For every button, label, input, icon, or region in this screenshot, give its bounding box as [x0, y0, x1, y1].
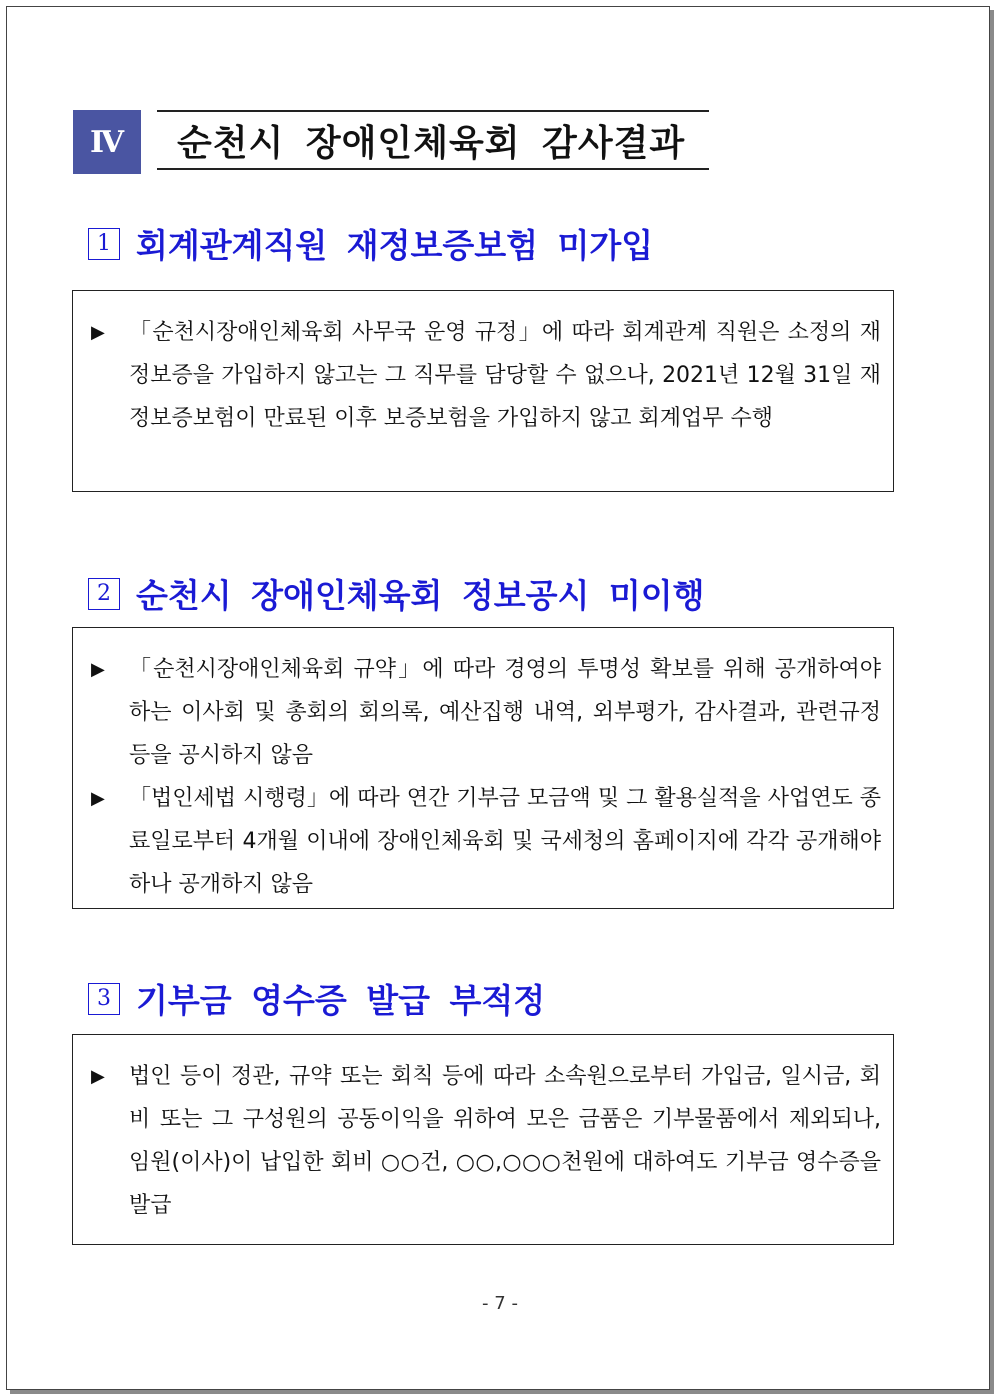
bullet-text: 「순천시장애인체육회 사무국 운영 규정」에 따라 회계관계 직원은 소정의 재정보증을 가입하지 않고는 그 직무를 담당할 수 없으나, 2021년 12월 31일 재정보증보험이 만료된 이후 보증보험을 가입하지 않고 회계업무 수행 [129, 320, 881, 431]
section-box-3 [72, 1034, 894, 1245]
bullet-text: 「법인세법 시행령」에 따라 연간 기부금 모금액 및 그 활용실적을 사업연도 종료일로부터 4개월 이내에 장애인체육회 및 국세청의 홈페이지에 각각 공개해야 하나 공개하지 않음 [129, 786, 881, 897]
section-box-1 [72, 290, 894, 492]
section-heading-3 [88, 975, 545, 1022]
chapter-header [73, 110, 709, 174]
section-number-2: 2 [88, 578, 120, 610]
chapter-title: 순천시 장애인체육회 감사결과 [157, 110, 709, 170]
chapter-number: Ⅳ [73, 110, 141, 174]
section-box-2 [72, 627, 894, 909]
section-heading-1 [88, 220, 653, 267]
triangle-bullet-icon: ▶ [91, 659, 105, 680]
bullet-text: 법인 등이 정관, 규약 또는 회칙 등에 따라 소속원으로부터 가입금, 일시금, 회비 또는 그 구성원의 공동이익을 위하여 모은 금품은 기부물품에서 제외되나, 임원(이사)이 납입한 회비 ○○건, ○○,○○○천원에 대하여도 기부금 영수증을 발급 [129, 1064, 881, 1218]
section-title-3: 기부금 영수증 발급 부적정 [136, 981, 546, 1020]
bullet-item [91, 777, 881, 906]
section-title-1: 회계관계직원 재정보증보험 미가입 [136, 226, 654, 265]
bullet-item [91, 648, 881, 777]
bullet-text: 「순천시장애인체육회 규약」에 따라 경영의 투명성 확보를 위해 공개하여야 하는 이사회 및 총회의 회의록, 예산집행 내역, 외부평가, 감사결과, 관련규정 등을 공시하지 않음 [129, 657, 881, 768]
section-number-1: 1 [88, 228, 120, 260]
bullet-item [91, 311, 881, 440]
triangle-bullet-icon: ▶ [91, 322, 105, 343]
section-number-3: 3 [88, 983, 120, 1015]
section-heading-2 [88, 570, 705, 617]
section-title-2: 순천시 장애인체육회 정보공시 미이행 [136, 576, 705, 615]
triangle-bullet-icon: ▶ [91, 1066, 105, 1087]
triangle-bullet-icon: ▶ [91, 788, 105, 809]
page-number: - 7 - [482, 1293, 518, 1314]
bullet-item [91, 1055, 881, 1227]
